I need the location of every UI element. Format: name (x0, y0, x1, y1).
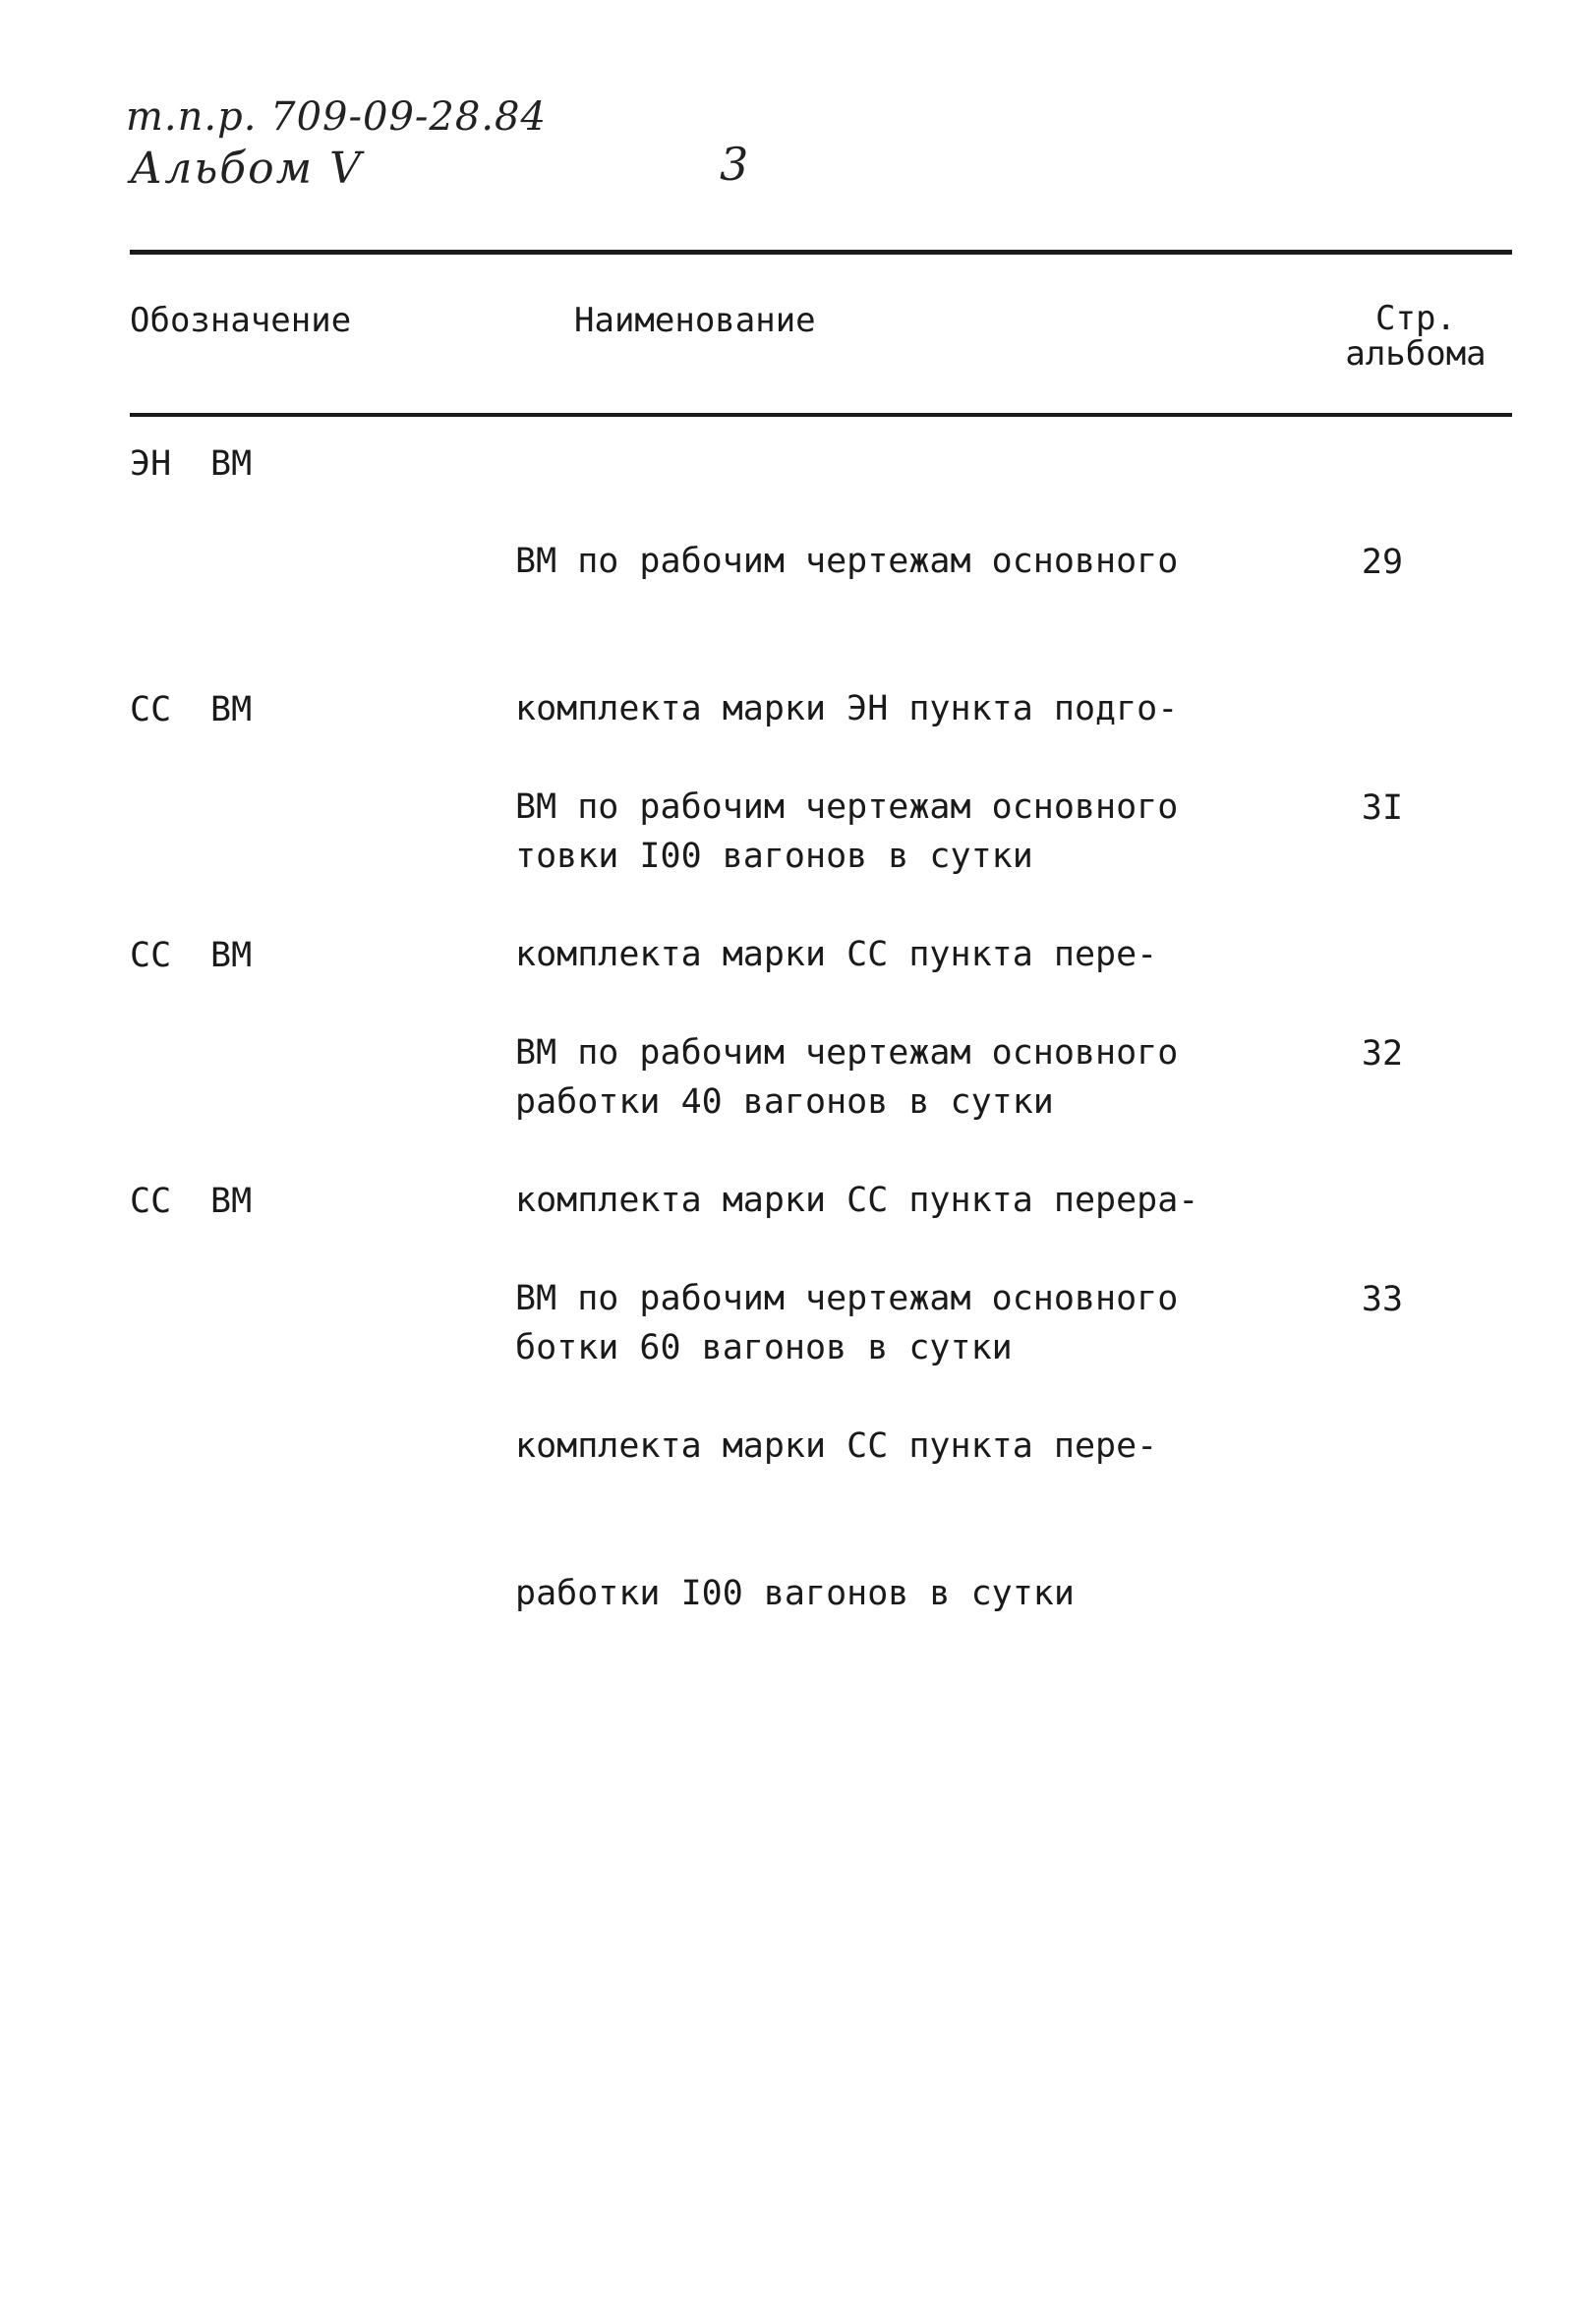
row-code-type: ВМ (210, 936, 253, 975)
row-description-line: комплекта марки СС пункта пере- (515, 935, 1158, 974)
row-code-type: ВМ (210, 444, 253, 484)
row-page: 33 (1361, 1280, 1404, 1319)
row-code-mark: ЭН (130, 444, 172, 484)
row-code-mark: СС (130, 936, 172, 975)
top-rule (130, 250, 1512, 255)
row-description-line: комплекта марки СС пункта пере- (515, 1426, 1158, 1466)
row-page: 3I (1361, 788, 1404, 828)
column-header-page-line2: альбома (1345, 334, 1487, 374)
row-description-line: товки I00 вагонов в сутки (515, 837, 1033, 876)
row-description (515, 1176, 1178, 1716)
row-description-line: ВМ по рабочим чертежам основного (515, 542, 1179, 581)
row-code-type: ВМ (210, 690, 253, 729)
column-header-page (1317, 301, 1514, 372)
row-description-line: ВМ по рабочим чертежам основного (515, 1279, 1179, 1318)
header-rule (130, 413, 1512, 417)
row-description-line: работки I00 вагонов в сутки (515, 1574, 1075, 1613)
row-description-line: ботки 60 вагонов в сутки (515, 1328, 1013, 1367)
row-code-mark: СС (130, 1182, 172, 1221)
row-description-line: работки 40 вагонов в сутки (515, 1082, 1054, 1122)
row-description-line: комплекта марки ЭН пункта подго- (515, 689, 1179, 728)
row-code-mark: СС (130, 690, 172, 729)
row-code-type: ВМ (210, 1182, 253, 1221)
page-number: 3 (720, 138, 749, 191)
row-page: 29 (1361, 543, 1404, 582)
document-code: т.п.р. 709-09-28.84 (126, 94, 547, 140)
album-label: Альбом V (130, 144, 363, 194)
row-description-line: ВМ по рабочим чертежам основного (515, 1033, 1179, 1073)
column-header-designation: Обозначение (130, 301, 352, 340)
column-header-page-line1: Стр. (1375, 299, 1456, 338)
row-description-line: комплекта марки СС пункта перера- (515, 1181, 1199, 1220)
row-description-line: ВМ по рабочим чертежам основного (515, 787, 1179, 827)
row-page: 32 (1361, 1034, 1404, 1074)
column-header-name: Наименование (574, 301, 816, 340)
